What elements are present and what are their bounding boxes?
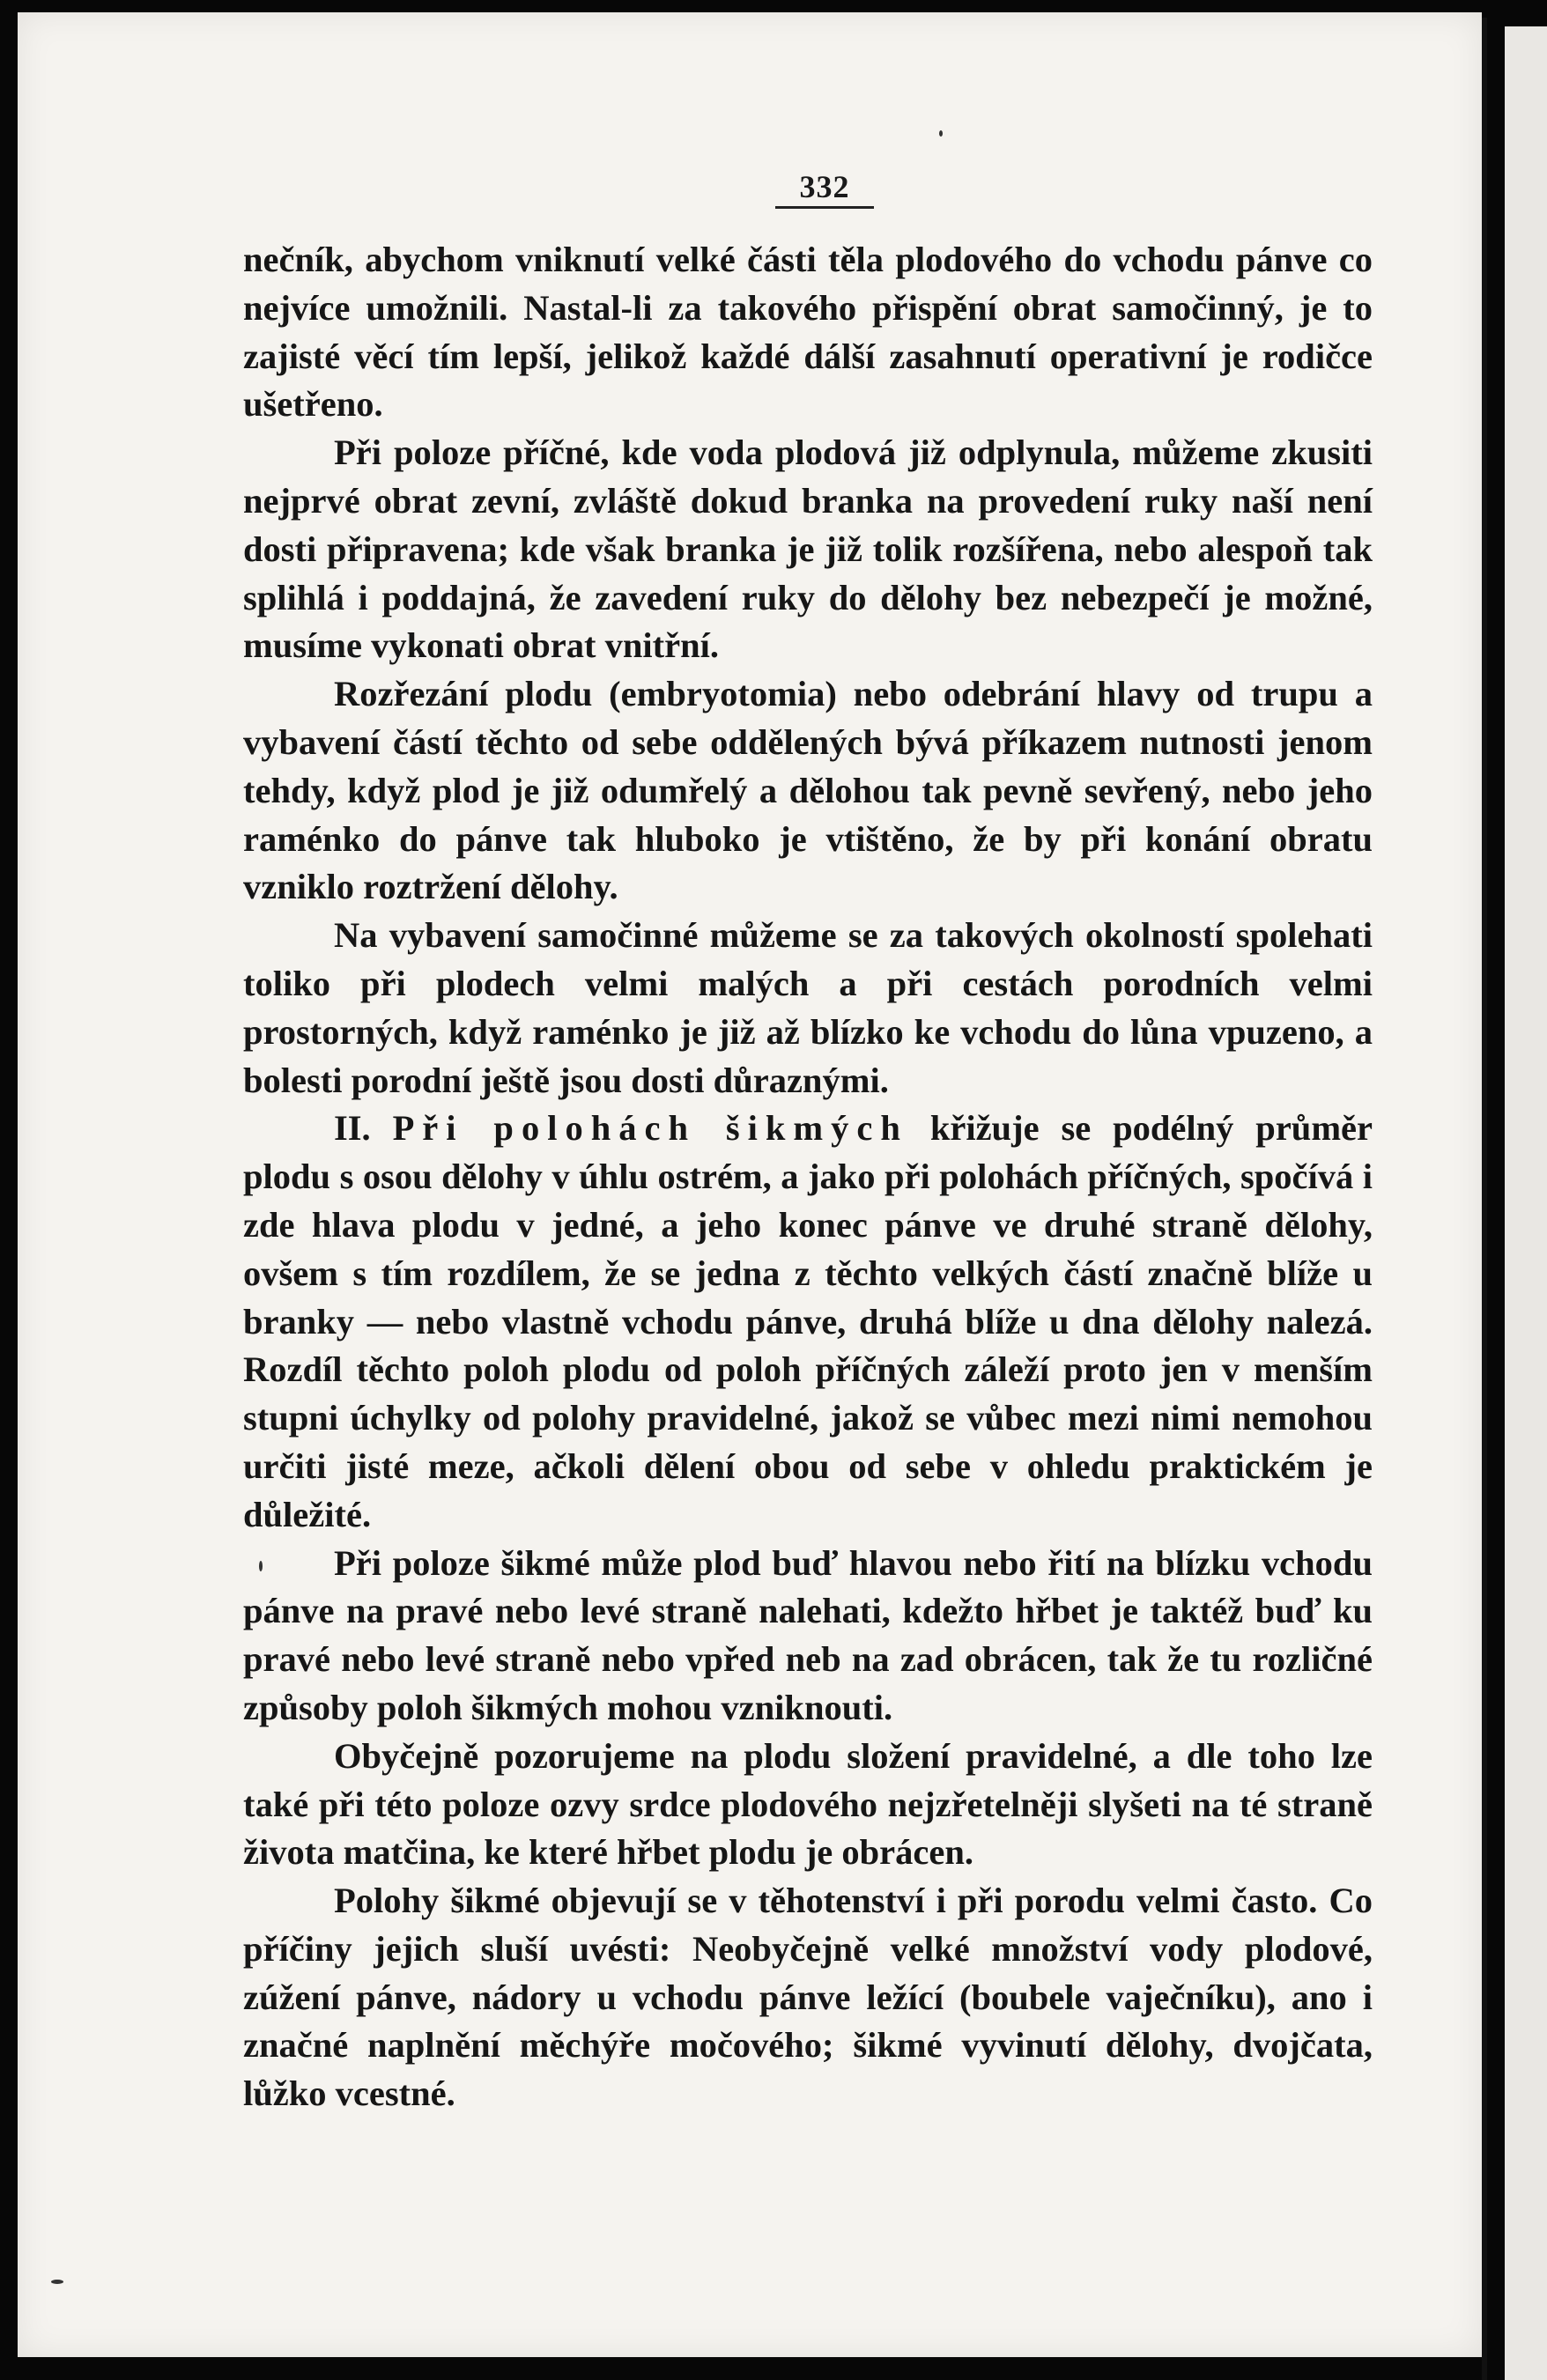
paragraph-5-text: křižuje se podélný průměr plodu s osou dělohy v úhlu ostrém, a jako při polohách příčných, spočívá i zde hlava plodu v jedné, a jeho konec pánve ve druhé straně dělohy, ovšem s tím rozdílem, že se jedna z těchto velkých částí značně blíže u branky — nebo vlastně vchodu pánve, druhá blíže u dna dělohy nalezá. Rozdíl těchto poloh plodu od poloh příčných záleží proto jen v menším stupni úchylky od polohy pravidelné, jakož se vůbec mezi nimi nemohou určiti jisté meze, ačkoli dělení obou od sebe v ohledu praktickém je důležité.: [243, 1108, 1373, 1534]
section-number: II.: [334, 1108, 371, 1149]
page-number: 332: [775, 169, 874, 209]
print-speck: [51, 2280, 63, 2284]
paragraph-1: nečník, abychom vniknutí velké části těla plodového do vchodu pánve co nejvíce umožnili. Nastal-li za takového přispění obrat samočinný, je to zajisté věcí tím lepší, jelikož každé dálší zasahnutí operativní je rodičce ušetřeno.: [243, 240, 1373, 425]
adjacent-page-edge: [1505, 26, 1547, 2380]
page-gutter: [1482, 18, 1487, 2380]
paragraph-5: [243, 1105, 1373, 1539]
section-heading: Při polohách šikmých: [392, 1108, 908, 1149]
paragraph-2: Při poloze příčné, kde voda plodová již odplynula, můžeme zkusiti nejprvé obrat zevní, zvláště dokud branka na provedení ruky naší není dosti připravena; kde však branka je již tolik rozšířena, nebo alespoň tak splihlá i poddajná, že zavedení ruky do dělohy bez nebezpečí je možné, musíme vykonati obrat vnitřní.: [243, 432, 1373, 666]
paragraph-6: Při poloze šikmé může plod buď hlavou nebo řití na blízku vchodu pánve na pravé nebo levé straně nalehati, kdežto hřbet je taktéž buď ku pravé nebo levé straně nebo vpřed neb na zad obrácen, tak že tu rozličné způsoby poloh šikmých mohou vzniknouti.: [243, 1542, 1373, 1727]
paragraph-4: Na vybavení samočinné můžeme se za takových okolností spolehati toliko při plodech velmi malých a při cestách porodních velmi prostorných, když raménko je již až blízko ke vchodu do lůna vpuzeno, a bolesti porodní ještě jsou dosti důraznými.: [243, 915, 1373, 1100]
paragraph-8: Polohy šikmé objevují se v těhotenství i při porodu velmi často. Co příčiny jejich sluší uvésti: Neobyčejně velké množství vody plodové, zúžení pánve, nádory u vchodu pánve ležící (boubele vaječníku), ano i značné naplnění měchýře močového; šikmé vyvinutí dělohy, dvojčata, lůžko vcestné.: [243, 1881, 1373, 2114]
print-speck: [939, 130, 943, 137]
paragraph-7: Obyčejně pozorujeme na plodu složení pravidelné, a dle toho lze také při této poloze ozvy srdce plodového nejzřetelněji slyšeti na té straně života matčina, ke které hřbet plodu je obrácen.: [243, 1735, 1373, 1873]
body-text: [243, 236, 1373, 2118]
paragraph-3: Rozřezání plodu (embryotomia) nebo odebrání hlavy od trupu a vybavení částí těchto od sebe oddělených bývá příkazem nutnosti jenom tehdy, když plod je již odumřelý a dělohou tak pevně sevřený, nebo jeho raménko do pánve tak hluboko je vtištěno, že by při konání obratu vzniklo roztržení dělohy.: [243, 674, 1373, 907]
print-speck: [259, 1561, 263, 1571]
